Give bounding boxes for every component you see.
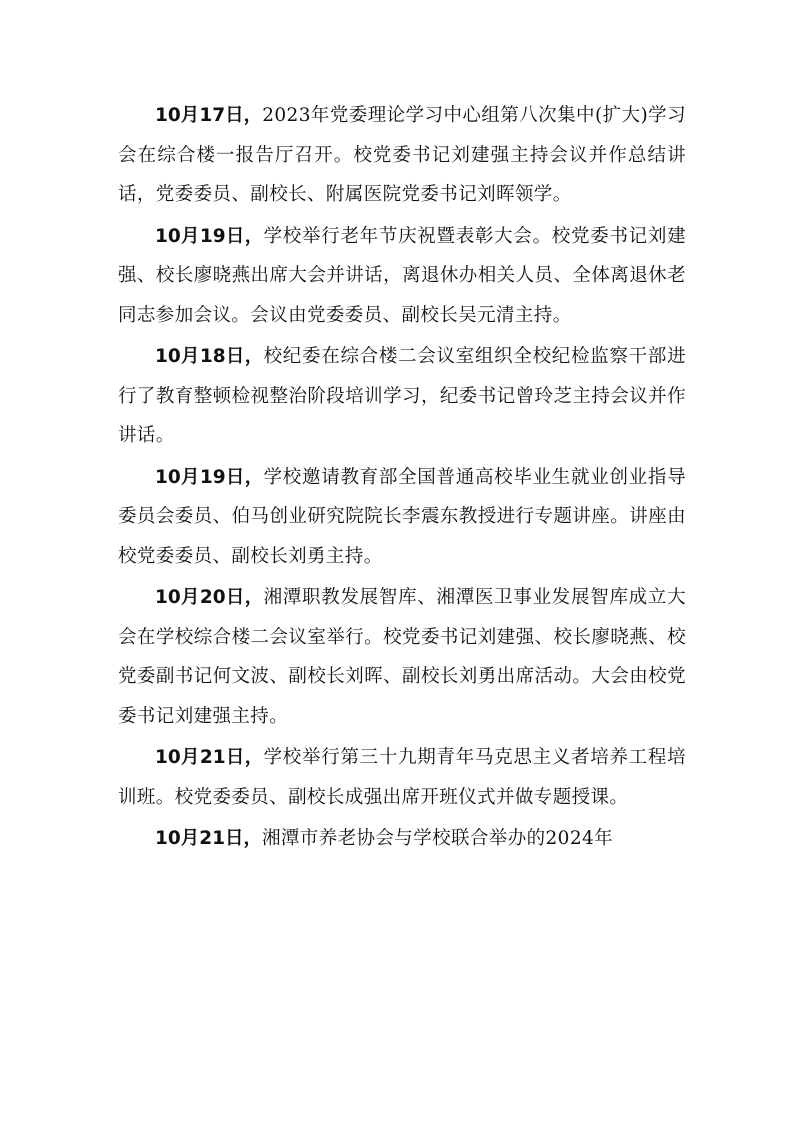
paragraph-date: 10月19日， xyxy=(155,225,264,247)
paragraph-text: 学校邀请教育部全国普通高校毕业生就业创业指导委员会委员、伯马创业研究院院长李震东教授进行专题讲座。讲座由校党委委员、副校长刘勇主持。 xyxy=(118,466,686,567)
paragraph-text: 湘潭市养老协会与学校联合举办的2024年 xyxy=(262,828,614,849)
paragraph-date: 10月21日， xyxy=(155,747,264,768)
paragraph-text: 湘潭职教发展智库、湘潭医卫事业发展智库成立大会在学校综合楼二会议室举行。校党委书记刘建强、校长廖晓燕、校党委副书记何文波、副校长刘晖、副校长刘勇出席活动。大会由校党委书记刘建强主持。 xyxy=(118,587,686,727)
paragraph-text: 校纪委在综合楼二会议室组织全校纪检监察干部进行了教育整顿检视整治阶段培训学习，纪委书记曾玲芝主持会议并作讲话。 xyxy=(118,346,686,446)
news-paragraph-4 xyxy=(118,458,686,577)
news-paragraph-6 xyxy=(118,738,686,817)
paragraph-date: 10月18日， xyxy=(155,346,264,367)
news-paragraph-2 xyxy=(118,217,686,336)
paragraph-date: 10月17日， xyxy=(155,105,263,126)
paragraph-date: 10月19日， xyxy=(155,466,264,488)
paragraph-date: 10月21日， xyxy=(155,828,262,849)
document-page xyxy=(118,96,686,859)
paragraph-text: 2023年党委理论学习中心组第八次集中(扩大)学习会在综合楼一报告厅召开。校党委书记刘建强主持会议并作总结讲话，党委委员、副校长、附属医院党委书记刘晖领学。 xyxy=(118,105,686,205)
paragraph-text: 学校举行老年节庆祝暨表彰大会。校党委书记刘建强、校长廖晓燕出席大会并讲话，离退休办相关人员、全体离退休老同志参加会议。会议由党委委员、副校长吴元清主持。 xyxy=(118,225,686,326)
news-paragraph-7 xyxy=(118,819,686,859)
paragraph-text: 学校举行第三十九期青年马克思主义者培养工程培训班。校党委委员、副校长成强出席开班仪式并做专题授课。 xyxy=(118,747,686,808)
news-paragraph-3 xyxy=(118,337,686,456)
paragraph-date: 10月20日， xyxy=(155,587,264,608)
news-paragraph-1 xyxy=(118,96,686,215)
news-paragraph-5 xyxy=(118,578,686,736)
